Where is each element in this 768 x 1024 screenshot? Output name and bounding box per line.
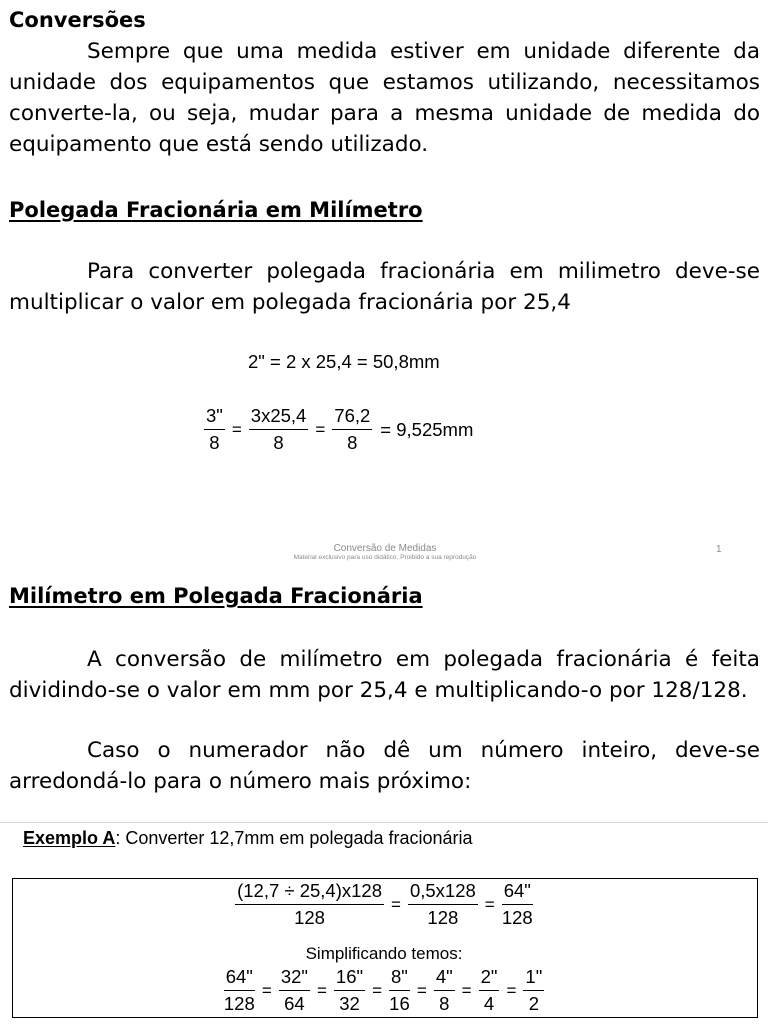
formula-2-inch: 2" = 2 x 25,4 = 50,8mm	[248, 351, 440, 372]
fraction	[408, 880, 478, 929]
fraction	[479, 966, 500, 1015]
numerator: 0,5x128	[408, 880, 478, 905]
numerator: 1"	[523, 966, 544, 991]
fraction	[279, 966, 310, 1015]
denominator: 32	[339, 993, 360, 1014]
equals-sign: =	[461, 980, 472, 1000]
denominator: 2	[528, 993, 539, 1014]
denominator: 64	[284, 993, 305, 1014]
numerator: (12,7 ÷ 25,4)x128	[235, 880, 384, 905]
numerator: 64"	[224, 966, 255, 991]
fraction	[434, 966, 455, 1015]
numerator: 8"	[389, 966, 410, 991]
example-a-text: : Converter 12,7mm em polegada fracionária	[115, 828, 473, 848]
denominator: 8	[209, 432, 220, 453]
mm-pol-paragraph-1: A conversão de milímetro em polegada fracionária é feita dividindo-se o valor em mm por 25,4 e multiplicando-o por 128/128.	[9, 647, 760, 703]
equals-sign: =	[484, 894, 495, 914]
page-number: 1	[716, 544, 722, 555]
equals-sign: =	[315, 419, 326, 439]
equals-sign: =	[391, 894, 401, 914]
footer-title: Conversão de Medidas	[333, 543, 437, 554]
example-a-row-1	[0, 880, 768, 929]
fraction	[332, 405, 372, 454]
page-title: Conversões	[9, 8, 146, 32]
simplify-label: Simplificando temos:	[305, 944, 463, 963]
formula-3-8-inch	[200, 405, 473, 454]
fraction	[204, 405, 225, 454]
fraction	[249, 405, 309, 454]
denominator: 128	[501, 907, 533, 928]
formula-result: = 9,525mm	[380, 418, 474, 440]
denominator: 16	[389, 993, 410, 1014]
denominator: 8	[273, 432, 284, 453]
equals-sign: =	[316, 980, 327, 1000]
divider	[0, 822, 768, 823]
mm-pol-paragraph-2: Caso o numerador não dê um número inteiro, deve-se arredondá-lo para o número mais próximo:	[9, 738, 760, 794]
numerator: 2"	[479, 966, 500, 991]
section-heading-pol-mm: Polegada Fracionária em Milímetro	[9, 198, 423, 222]
fraction	[502, 880, 533, 929]
example-a-title	[23, 828, 473, 849]
equals-sign: =	[416, 980, 427, 1000]
numerator: 64"	[502, 880, 533, 905]
fraction	[334, 966, 365, 1015]
numerator: 16"	[334, 966, 365, 991]
denominator: 4	[483, 993, 495, 1014]
example-a-label: Exemplo A	[23, 828, 116, 848]
denominator: 8	[347, 432, 358, 453]
denominator: 8	[439, 993, 450, 1014]
intro-paragraph: Sempre que uma medida estiver em unidade diferente da unidade dos equipamentos que estamos utilizando, necessitamos converte-la, ou seja, mudar para a mesma unidade de medida do equipamento que está sendo utilizado.	[9, 39, 760, 157]
numerator: 32"	[279, 966, 310, 991]
page-footer	[250, 543, 520, 561]
fraction	[389, 966, 410, 1015]
fraction	[224, 966, 255, 1015]
example-a-row-2	[0, 966, 768, 1015]
fraction	[523, 966, 544, 1015]
numerator: 3"	[204, 405, 225, 430]
equals-sign: =	[231, 419, 242, 439]
equals-sign: =	[506, 980, 517, 1000]
equals-sign: =	[261, 980, 272, 1000]
denominator: 128	[223, 993, 255, 1014]
equals-sign: =	[372, 980, 383, 1000]
denominator: 128	[294, 907, 325, 928]
section-heading-mm-pol: Milímetro em Polegada Fracionária	[9, 584, 423, 608]
footer-note: Material exclusivo para uso didático. Proibido a sua reprodução	[293, 554, 477, 561]
pol-mm-paragraph: Para converter polegada fracionária em milimetro deve-se multiplicar o valor em polegada fracionária por 25,4	[9, 259, 760, 315]
denominator: 128	[427, 907, 459, 928]
fraction	[235, 880, 384, 929]
numerator: 4"	[434, 966, 455, 991]
numerator: 76,2	[332, 405, 372, 430]
numerator: 3x25,4	[249, 405, 309, 430]
